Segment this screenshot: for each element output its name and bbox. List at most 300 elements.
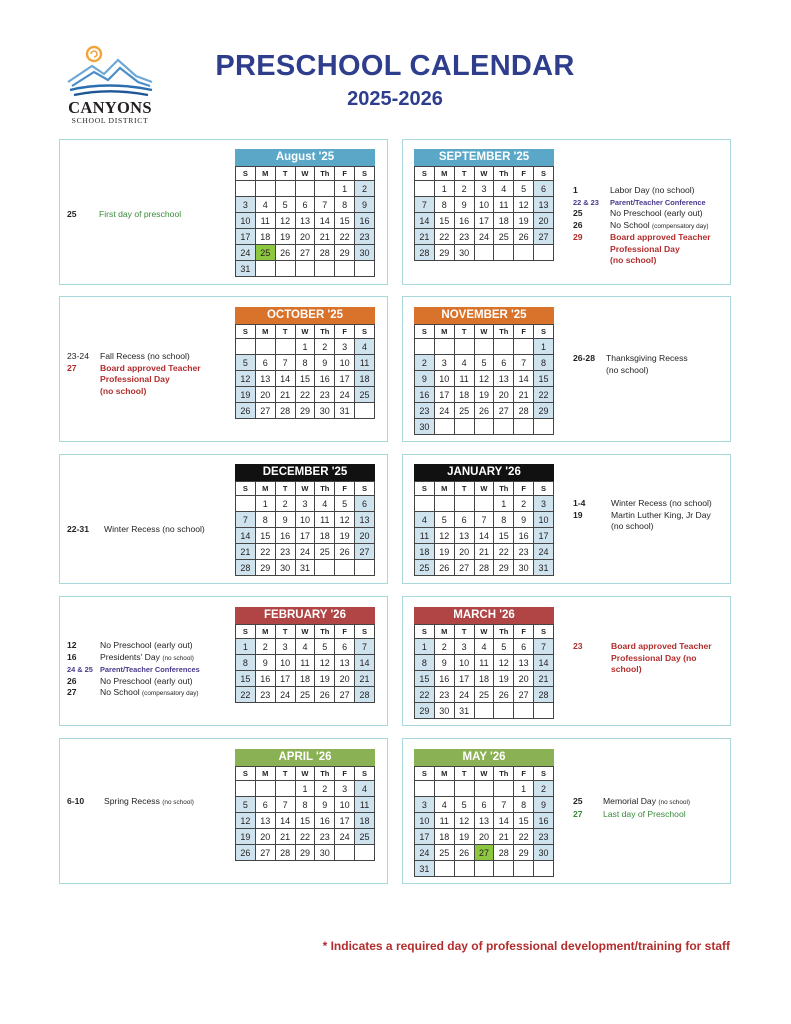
day-cell: 6 [514,639,534,655]
day-cell: 27 [454,560,474,576]
day-cell: 23 [315,387,335,403]
day-cell: 26 [236,845,256,861]
day-cell: 8 [434,197,454,213]
day-cell: 30 [454,245,474,261]
day-cell: 30 [514,560,534,576]
week-row [415,560,554,576]
day-cell: 18 [474,671,494,687]
day-cell: 3 [236,197,256,213]
day-cell: 2 [415,355,435,371]
note-text: Professional Day [100,374,170,384]
day-cell: 22 [415,687,435,703]
month-calendar-november [414,307,554,435]
note-date: 24 & 25 [67,665,93,674]
day-cell: 16 [454,213,474,229]
day-cell: 6 [335,639,355,655]
day-cell: 21 [534,671,554,687]
note-text: (no school) [611,521,654,531]
week-row [236,528,375,544]
day-cell: 25 [474,687,494,703]
note-text: First day of preschool [99,209,182,219]
day-cell: 17 [454,671,474,687]
day-cell: 6 [454,512,474,528]
note-text: Board approved Teacher [610,232,711,242]
day-cell: 12 [236,813,256,829]
day-cell: 1 [335,181,355,197]
week-row [415,355,554,371]
day-cell: 11 [454,371,474,387]
empty-cell [454,339,474,355]
month-calendar-december [235,464,375,576]
weekday-header: M [434,625,454,639]
day-cell: 8 [335,197,355,213]
week-row [236,845,375,861]
empty-cell [295,261,315,277]
day-cell: 9 [534,797,554,813]
day-cell: 3 [454,639,474,655]
weekday-header: T [275,625,295,639]
day-cell: 3 [275,639,295,655]
day-cell: 2 [315,781,335,797]
day-cell: 22 [236,687,256,703]
day-cell: 10 [275,655,295,671]
empty-cell [255,261,275,277]
week-row [415,703,554,719]
empty-cell [236,181,256,197]
weekday-header: F [335,482,355,496]
weekday-header: T [454,167,474,181]
empty-cell [514,339,534,355]
empty-cell [255,781,275,797]
day-cell: 5 [236,355,256,371]
weekday-header: Th [315,167,335,181]
day-cell: 17 [236,229,256,245]
day-cell: 28 [275,845,295,861]
weekday-header: F [514,482,534,496]
note-date: 26-28 [573,353,595,363]
day-cell: 25 [315,544,335,560]
week-row [236,671,375,687]
weekday-header: W [474,167,494,181]
day-cell: 1 [415,639,435,655]
day-cell: 2 [514,496,534,512]
day-cell: 7 [514,355,534,371]
day-cell: 23 [275,544,295,560]
month-header: FEBRUARY '26 [235,607,375,624]
weekday-header: T [454,625,474,639]
note-text: Winter Recess (no school) [611,498,712,508]
empty-cell [236,781,256,797]
day-cell: 1 [236,639,256,655]
note-text: Memorial Day [603,796,657,806]
day-cell: 6 [255,355,275,371]
page-title: PRESCHOOL CALENDAR [215,50,575,82]
day-cell: 15 [494,528,514,544]
note-date: 1-4 [573,498,586,508]
note-text: Professional Day [610,243,680,254]
day-cell: 28 [494,845,514,861]
day-cell: 22 [534,387,554,403]
note-row [67,209,181,221]
day-cell: 6 [255,797,275,813]
day-cell: 14 [275,371,295,387]
note-date: 26 [67,675,77,686]
empty-cell [474,339,494,355]
day-cell: 10 [335,797,355,813]
page-subtitle: 2025-2026 [347,88,443,110]
empty-cell [534,861,554,877]
week-row [236,339,375,355]
day-cell: 26 [514,229,534,245]
day-cell: 19 [315,671,335,687]
day-cell: 14 [415,213,435,229]
day-cell: 16 [355,213,375,229]
day-cell: 7 [275,797,295,813]
day-cell: 30 [315,845,335,861]
notes-september [573,185,711,267]
weekday-header: S [415,625,435,639]
empty-cell [434,861,454,877]
day-cell: 5 [494,639,514,655]
month-calendar-april [235,749,375,861]
day-cell: 18 [295,671,315,687]
day-cell: 25 [355,829,375,845]
day-cell: 9 [415,371,435,387]
day-cell: 5 [315,639,335,655]
day-cell: 16 [534,813,554,829]
month-grid [414,166,554,261]
weekday-header: S [355,482,375,496]
note-date: 27 [573,808,583,819]
day-cell: 7 [415,197,435,213]
day-cell: 29 [255,560,275,576]
week-row [236,639,375,655]
day-cell: 21 [355,671,375,687]
day-cell: 21 [236,544,256,560]
month-grid [414,324,554,435]
weekday-header: T [275,167,295,181]
weekday-header: W [295,767,315,781]
day-cell: 5 [275,197,295,213]
week-row [415,245,554,261]
empty-cell [534,703,554,719]
day-cell: 10 [534,512,554,528]
weekday-header: S [236,167,256,181]
empty-cell [474,703,494,719]
week-row [236,261,375,277]
month-header: NOVEMBER '25 [414,307,554,324]
week-row [415,861,554,877]
day-cell: 3 [415,797,435,813]
weekday-header: W [295,167,315,181]
weekday-header: T [275,767,295,781]
day-cell: 6 [355,496,375,512]
week-row [415,387,554,403]
note-date: 6-10 [67,796,85,806]
note-text: Presidents' Day [100,651,160,662]
day-cell: 28 [514,403,534,419]
week-row [236,197,375,213]
day-cell: 2 [434,639,454,655]
day-cell: 2 [255,639,275,655]
notes-february [67,640,200,700]
empty-cell [474,419,494,435]
weekday-header: S [534,767,554,781]
day-cell: 28 [474,560,494,576]
weekday-header: Th [315,625,335,639]
week-row [415,845,554,861]
day-cell: 8 [236,655,256,671]
empty-cell [236,339,256,355]
week-row [236,387,375,403]
day-cell: 25 [434,845,454,861]
day-cell: 18 [494,213,514,229]
day-cell: 15 [255,528,275,544]
day-cell: 13 [355,512,375,528]
day-cell: 28 [275,403,295,419]
day-cell: 12 [474,371,494,387]
empty-cell [434,339,454,355]
day-cell: 30 [355,245,375,261]
empty-cell [315,181,335,197]
day-cell: 19 [514,213,534,229]
note-date: 16 [67,651,77,662]
empty-cell [494,419,514,435]
day-cell: 15 [514,813,534,829]
day-cell: 13 [454,528,474,544]
weekday-header: S [534,325,554,339]
day-cell: 24 [434,403,454,419]
day-cell: 21 [275,387,295,403]
day-cell: 29 [415,703,435,719]
day-cell: 11 [415,528,435,544]
day-cell: 11 [355,797,375,813]
empty-cell [534,245,554,261]
weekday-header: W [474,482,494,496]
day-cell: 4 [454,355,474,371]
note-text: (no school) [100,385,147,396]
day-cell: 31 [454,703,474,719]
day-cell: 24 [295,544,315,560]
day-cell: 15 [295,813,315,829]
day-cell: 12 [434,528,454,544]
note-date: 26 [573,219,583,230]
day-cell: 22 [434,229,454,245]
day-cell: 21 [514,387,534,403]
day-cell: 6 [474,797,494,813]
day-cell: 3 [474,181,494,197]
day-cell: 13 [474,813,494,829]
week-row [236,781,375,797]
day-cell: 4 [494,181,514,197]
day-cell: 27 [255,845,275,861]
note-date: 1 [573,185,578,195]
day-cell: 26 [474,403,494,419]
day-cell: 22 [494,544,514,560]
day-cell: 29 [534,403,554,419]
weekday-header: M [255,482,275,496]
weekday-header: S [236,625,256,639]
day-cell: 24 [236,245,256,261]
day-cell: 11 [255,213,275,229]
weekday-header: Th [315,767,335,781]
day-cell: 7 [534,639,554,655]
day-cell: 1 [295,781,315,797]
day-cell: 8 [255,512,275,528]
day-cell: 27 [355,544,375,560]
day-cell: 17 [275,671,295,687]
month-calendar-october [235,307,375,419]
empty-cell [315,261,335,277]
month-header: APRIL '26 [235,749,375,766]
day-cell: 31 [295,560,315,576]
day-cell: 23 [514,544,534,560]
weekday-header: T [275,482,295,496]
notes-december [67,524,205,536]
notes-august [67,209,181,221]
weekday-header: W [295,625,315,639]
day-cell: 5 [335,496,355,512]
week-row [236,813,375,829]
day-cell: 22 [255,544,275,560]
day-cell: 18 [434,829,454,845]
note-text: Spring Recess [104,796,160,806]
day-cell: 18 [454,387,474,403]
day-cell: 10 [295,512,315,528]
note-text: school) [611,664,642,674]
weekday-header: F [335,767,355,781]
day-cell: 26 [236,403,256,419]
day-cell: 6 [494,355,514,371]
day-cell: 13 [534,197,554,213]
empty-cell [534,419,554,435]
day-cell: 17 [295,528,315,544]
note-date: 27 [67,687,77,697]
day-cell: 31 [335,403,355,419]
day-cell: 12 [315,655,335,671]
empty-cell [315,560,335,576]
day-cell: 23 [355,229,375,245]
note-text: Thanksgiving Recess [606,353,688,363]
logo-subtitle: SCHOOL DISTRICT [71,116,149,125]
day-cell: 26 [315,687,335,703]
day-cell: 22 [335,229,355,245]
note-text: Professional Day (no [611,652,697,663]
empty-cell [434,496,454,512]
note-text: Last day of Preschool [603,808,686,819]
weekday-header: M [255,167,275,181]
day-cell: 13 [255,813,275,829]
note-date: 19 [573,509,583,520]
empty-cell [275,261,295,277]
day-cell: 10 [474,197,494,213]
week-row [236,245,375,261]
day-cell: 17 [415,829,435,845]
note-date: 22-31 [67,524,89,534]
weekday-header: Th [494,167,514,181]
weekday-header: T [454,767,474,781]
day-cell: 8 [534,355,554,371]
day-cell: 16 [255,671,275,687]
weekday-header: T [454,482,474,496]
day-cell: 7 [474,512,494,528]
weekday-header: F [514,325,534,339]
month-calendar-may [414,749,554,877]
note-text: No Preschool (early out) [100,640,193,650]
empty-cell [415,339,435,355]
weekday-header: W [295,325,315,339]
day-cell: 20 [335,671,355,687]
day-cell: 6 [534,181,554,197]
day-cell: 27 [514,687,534,703]
day-cell: 23 [315,829,335,845]
weekday-header: T [454,325,474,339]
day-cell: 14 [534,655,554,671]
week-row [415,371,554,387]
mountain-sun-icon [64,42,156,98]
empty-cell [474,496,494,512]
week-row [415,544,554,560]
week-row [415,687,554,703]
empty-cell [434,419,454,435]
day-cell: 17 [434,387,454,403]
day-cell: 5 [236,797,256,813]
day-cell: 10 [434,371,454,387]
day-cell: 3 [335,339,355,355]
day-cell: 9 [315,797,335,813]
day-cell: 23 [415,403,435,419]
note-text: Parent/Teacher Conference [610,197,706,207]
footer-note: * Indicates a required day of professional development/training for staff [322,939,730,953]
day-cell: 19 [236,829,256,845]
week-row [415,639,554,655]
month-grid [414,481,554,576]
empty-cell [474,245,494,261]
empty-cell [494,703,514,719]
day-cell: 9 [514,512,534,528]
week-row [236,371,375,387]
day-cell: 11 [315,512,335,528]
note-date: 23-24 [67,351,89,361]
month-grid [235,624,375,703]
weekday-header: Th [315,325,335,339]
empty-cell [454,861,474,877]
day-cell: 9 [275,512,295,528]
week-row [415,528,554,544]
weekday-header: W [474,767,494,781]
weekday-header: M [255,767,275,781]
day-cell: 20 [474,829,494,845]
day-cell: 13 [335,655,355,671]
day-cell: 1 [295,339,315,355]
day-cell: 2 [454,181,474,197]
notes-may [573,796,690,820]
day-cell: 10 [335,355,355,371]
weekday-header: F [335,625,355,639]
empty-cell [454,496,474,512]
month-grid [235,324,375,419]
day-cell: 21 [474,544,494,560]
day-cell: 22 [295,829,315,845]
notes-november [573,353,688,376]
day-cell: 4 [295,639,315,655]
note-text: Labor Day (no school) [610,185,695,195]
day-cell: 20 [494,387,514,403]
month-grid [414,624,554,719]
weekday-header: S [415,482,435,496]
day-cell: 18 [355,371,375,387]
weekday-header: S [355,767,375,781]
